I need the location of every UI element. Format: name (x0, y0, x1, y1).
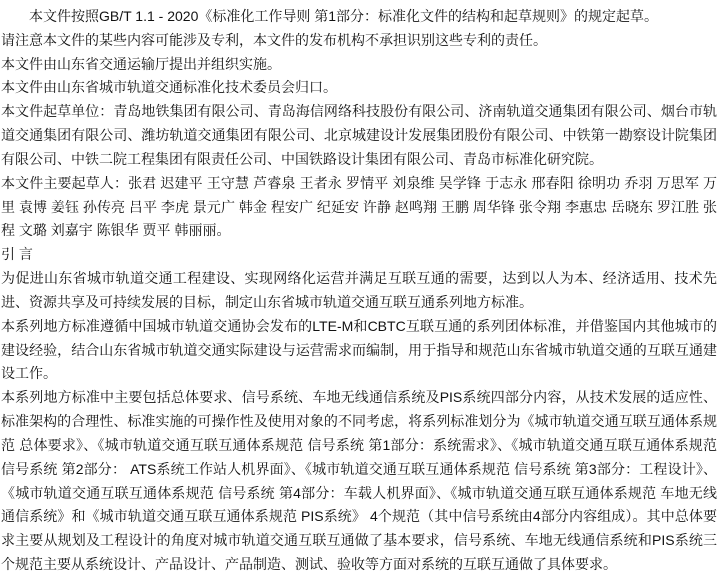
paragraph-centralized-org: 本文件由山东省城市轨道交通标准化技术委员会归口。 (1, 79, 337, 96)
paragraph-drafting-units: 本文件起草单位：青岛地铁集团有限公司、青岛海信网络科技股份有限公司、济南轨道交通集团有限公司、烟台市轨道交通集团有限公司、潍坊轨道交通集团有限公司、北京城建设计发展集团股份有限公司、中铁第一勘察设计院集团有限公司、中铁二院工程集团有限责任公司、中国铁路设计集团有限公司、青岛市标准化研究院。 (1, 103, 717, 167)
paragraph-main-drafters: 本文件主要起草人：张君 迟建平 王守慧 芦睿泉 王者永 罗情平 刘泉维 吴学锋 于志永 邢春阳 徐明功 乔羽 万思军 万里 袁博 姜钰 孙传亮 吕平 李虎 景元广 韩金 程安广 纪延安 许静 赵鸣翔 王鹏 周华锋 张令翔 李惠忠 岳晓东 罗江胜 张程 文璐 刘嘉宇 陈银华 贾平 韩丽丽。 (1, 174, 717, 239)
paragraph-intro-structure: 本系列地方标准中主要包括总体要求、信号系统、车地无线通信系统及PIS系统四部分内容，从技术发展的适应性、标准架构的合理性、标准实施的可操作性及使用对象的不同考虑，将系列标准划分为《城市轨道交通互联互通体系规范 总体要求》、《城市轨道交通互联互通体系规范 信号系统 第1部分：系统需求》、《城市轨道交通互联互通体系规范 信号系统 第2部分： ATS系统工作站人机界面》、《城市轨道交通互联互通体系规范 信号系统 第3部分：工程设计》、《城市轨道交通互联互通体系规范 信号系统 第4部分：车载人机界面》、《城市轨道交通互联互通体系规范 车地无线通信系统》和《城市轨道交通互联互通体系规范 PIS系统》 4个规范（其中信号系统由4部分内容组成）。其中总体要求主要从规划及工程设计的角度对城市轨道交通互联互通做了基本要求，信号系统、车地无线通信系统和PIS系统三个规范主要从系统设计、产品设计、产品制造、测试、验收等方面对系统的互联互通做了具体要求。 (1, 389, 717, 572)
paragraph-intro-purpose: 为促进山东省城市轨道交通工程建设、实现网络化运营并满足互联互通的需要，达到以人为本、经济适用、技术先进、资源共享及可持续发展的目标，制定山东省城市轨道交通互联互通系列地方标准。 (1, 270, 717, 310)
paragraph-proposing-org: 本文件由山东省交通运输厅提出并组织实施。 (1, 55, 281, 72)
heading-introduction: 引 言 (1, 246, 33, 263)
paragraph-drafting-basis: 本文件按照GB/T 1.1 - 2020《标准化工作导则 第1部分：标准化文件的结构和起草规则》的规定起草。 (29, 8, 659, 24)
paragraph-intro-references: 本系列地方标准遵循中国城市轨道交通协会发布的LTE-M和CBTC互联互通的系列团体标准，并借鉴国内其他城市的建设经验，结合山东省城市轨道交通实际建设与运营需求而编制，用于指导和规范山东省城市轨道交通的互联互通建设工作。 (1, 317, 717, 382)
paragraph-patent-disclaimer: 请注意本文件的某些内容可能涉及专利，本文件的发布机构不承担识别这些专利的责任。 (1, 31, 547, 48)
